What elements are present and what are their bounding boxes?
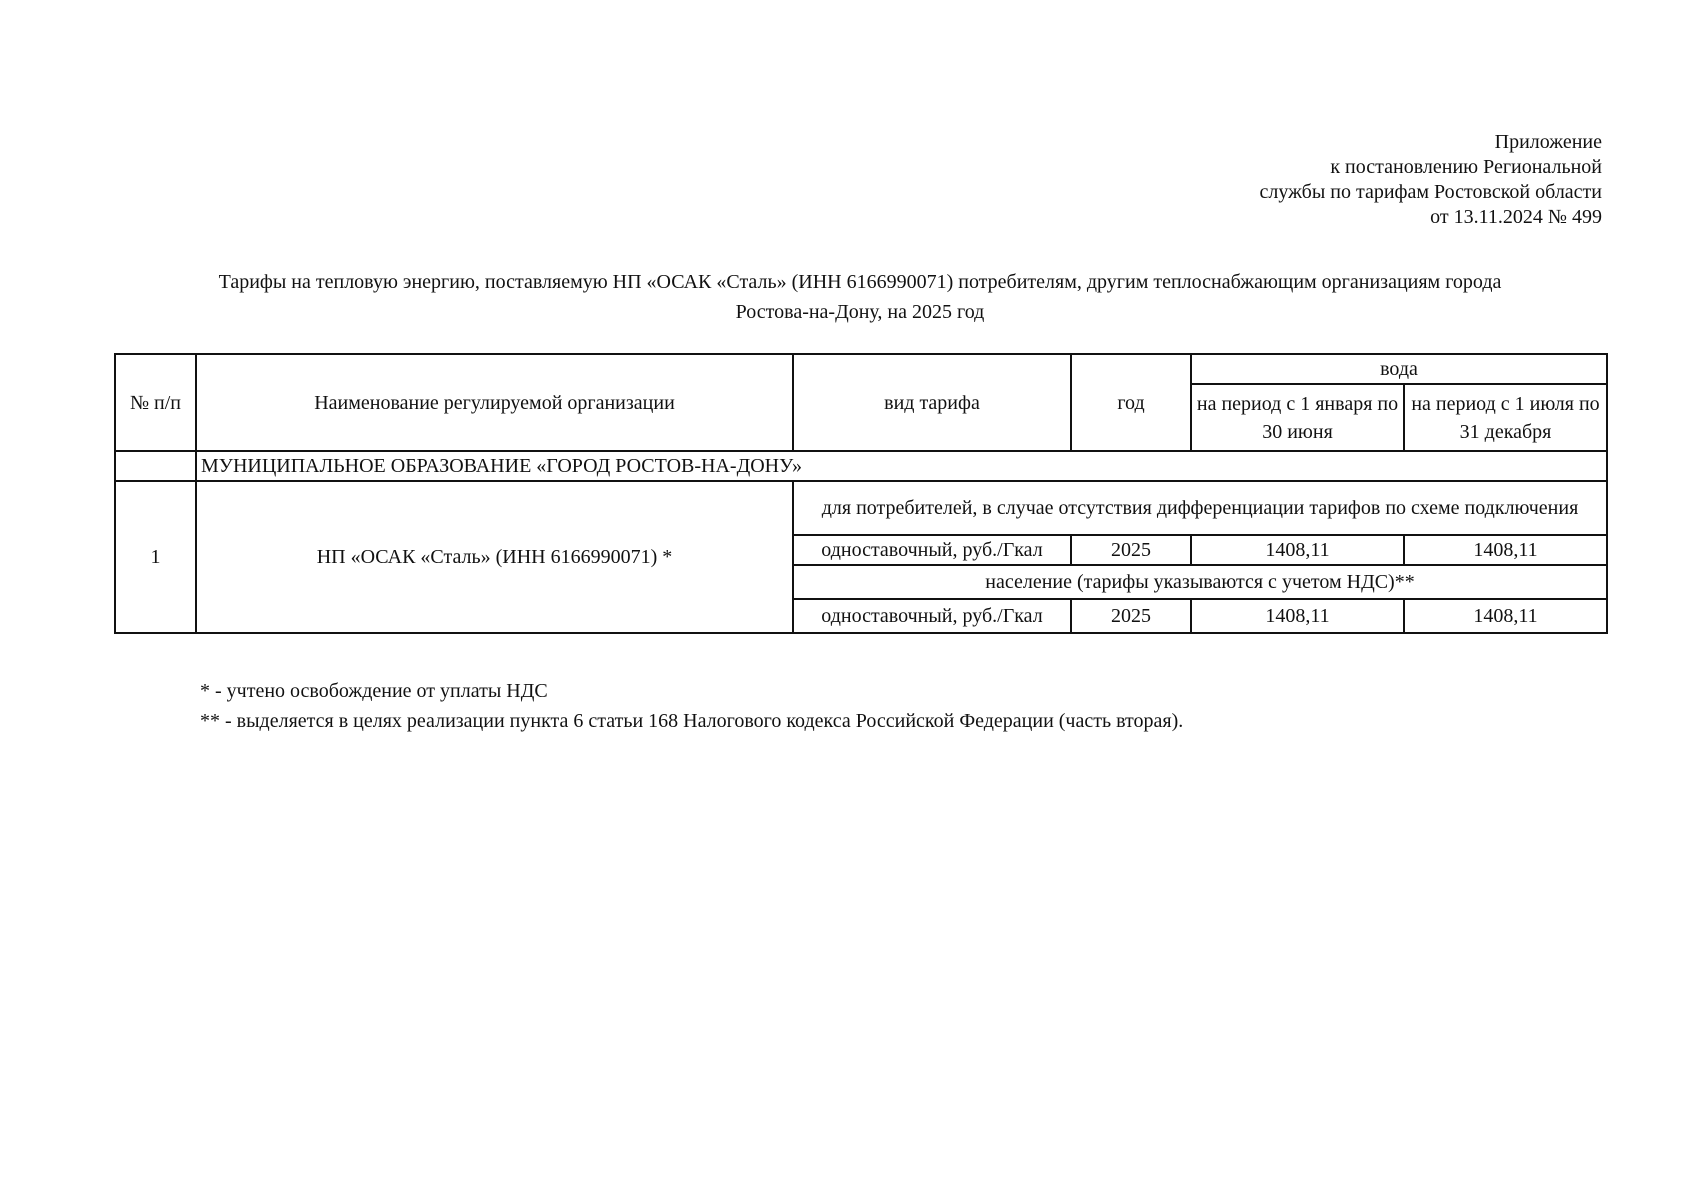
row-org: НП «ОСАК «Сталь» (ИНН 6166990071) * bbox=[196, 481, 793, 633]
group-label-population: население (тарифы указываются с учетом НДС)** bbox=[793, 565, 1607, 599]
row-num: 1 bbox=[115, 481, 196, 633]
tariff-table bbox=[114, 353, 1608, 634]
title-line: Тарифы на тепловую энергию, поставляемую НП «ОСАК «Сталь» (ИНН 6166990071) потребителям, другим теплоснабжающим организациям города bbox=[218, 271, 1502, 293]
header-org: Наименование регулируемой организации bbox=[196, 354, 793, 451]
header-period1: на период с 1 января по 30 июня bbox=[1191, 384, 1404, 451]
footnote: * - учтено освобождение от уплаты НДС bbox=[200, 680, 548, 702]
tariff-type-cell: одноставочный, руб./Гкал bbox=[793, 535, 1071, 565]
value-cell: 1408,11 bbox=[1404, 535, 1607, 565]
tariff-type-cell: одноставочный, руб./Гкал bbox=[793, 599, 1071, 633]
appendix-line: Приложение bbox=[1494, 131, 1602, 153]
municipality-empty-cell bbox=[115, 451, 196, 481]
municipality-name: МУНИЦИПАЛЬНОЕ ОБРАЗОВАНИЕ «ГОРОД РОСТОВ-НА-ДОНУ» bbox=[196, 451, 1607, 481]
appendix-date-number: от 13.11.2024 № 499 bbox=[1430, 206, 1602, 228]
table-row bbox=[115, 481, 1607, 535]
year-cell: 2025 bbox=[1071, 599, 1191, 633]
header-row bbox=[115, 354, 1607, 384]
municipality-row bbox=[115, 451, 1607, 481]
document-title bbox=[120, 267, 1600, 327]
value-cell: 1408,11 bbox=[1191, 599, 1404, 633]
footnotes bbox=[200, 676, 1183, 736]
footnote: ** - выделяется в целях реализации пункта 6 статьи 168 Налогового кодекса Российской Федерации (часть вторая). bbox=[200, 710, 1184, 732]
header-tariff-type: вид тарифа bbox=[793, 354, 1071, 451]
appendix-block bbox=[1260, 130, 1602, 230]
appendix-line: к постановлению Региональной bbox=[1330, 156, 1602, 178]
title-line: Ростова-на-Дону, на 2025 год bbox=[735, 301, 985, 323]
header-year: год bbox=[1071, 354, 1191, 451]
header-num: № п/п bbox=[115, 354, 196, 451]
header-water: вода bbox=[1191, 354, 1607, 384]
appendix-line: службы по тарифам Ростовской области bbox=[1259, 181, 1602, 203]
header-period2: на период с 1 июля по 31 декабря bbox=[1404, 384, 1607, 451]
value-cell: 1408,11 bbox=[1191, 535, 1404, 565]
group-label-consumers: для потребителей, в случае отсутствия дифференциации тарифов по схеме подключения bbox=[793, 481, 1607, 535]
value-cell: 1408,11 bbox=[1404, 599, 1607, 633]
year-cell: 2025 bbox=[1071, 535, 1191, 565]
